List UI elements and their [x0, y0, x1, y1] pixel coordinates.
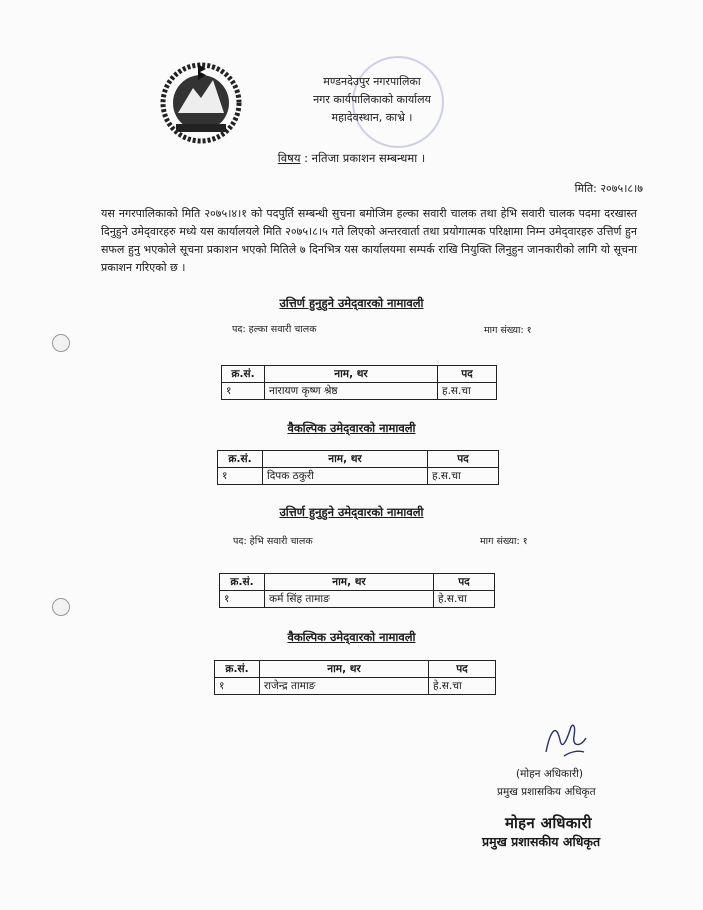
col-header-name: नाम, थर — [265, 574, 434, 591]
cell-serial: १ — [218, 468, 263, 485]
col-header-name: नाम, थर — [263, 451, 428, 468]
table-row — [218, 468, 499, 485]
section-title-passed-light: उत्तिर्ण हुनुहुने उमेद्‌वारको नामावली — [279, 296, 424, 310]
section-title-alternate-light: वैकल्पिक उमेद्‌वारको नामावली — [287, 421, 416, 435]
cell-post: हे.स.चा — [434, 591, 495, 608]
col-header-name: नाम, थर — [265, 366, 438, 383]
subject-text: : नतिजा प्रकाशन सम्बन्धमा । — [300, 151, 426, 165]
col-header-post: पद — [429, 661, 496, 678]
cell-post: ह.स.चा — [428, 468, 499, 485]
section-title-alternate-heavy: वैकल्पिक उमेद्‌वारको नामावली — [287, 630, 416, 644]
stamp-title: प्रमुख प्रशासकीय अधिकृत — [482, 834, 601, 849]
header-line-address: महादेवस्थान, काभ्रे । — [331, 111, 413, 124]
government-emblem-icon — [158, 58, 244, 144]
candidate-table-passed-light — [221, 365, 497, 400]
col-header-serial: क्र.सं. — [215, 661, 260, 678]
cell-serial: १ — [222, 383, 265, 400]
punch-hole — [52, 334, 70, 352]
post-label-heavy: पद: हेभि सवारी चालक — [233, 536, 313, 547]
table-row — [222, 383, 497, 400]
demand-count-light: माग संख्या: १ — [484, 325, 532, 336]
table-row — [220, 591, 495, 608]
table-header-row — [222, 366, 497, 383]
cell-name: राजेन्द्र तामाङ — [260, 678, 429, 695]
col-header-serial: क्र.सं. — [218, 451, 263, 468]
table-header-row — [218, 451, 499, 468]
table-header-row — [215, 661, 496, 678]
notice-body: यस नगरपालिकाको मिति २०७५।४।१ को पदपुर्ति सम्बन्धी सुचना बमोजिम हल्का सवारी चालक तथा हेभि सवारी चालक पदमा दरखास्त दिनुहुने उमेद्‌वारहरु मध्ये यस कार्यालयले मिति २०७५।८।५ गते लिएको अन्तरवार्ता तथा प्रयोगात्मक परिक्षामा निम्न उमेद्‌वारहरु उत्तिर्ण हुन सफल हुनु भएकोले सूचना प्रकाशन भएको मितिले ७ दिनभित्र यस कार्यालयमा सम्पर्क राखि नियुक्ति लिनुहुन जानकारीको लागि यो सूचना प्रकाशन गरिएको छ । — [101, 207, 637, 274]
cell-serial: १ — [215, 678, 260, 695]
candidate-table-alternate-heavy — [214, 660, 496, 695]
col-header-serial: क्र.सं. — [220, 574, 265, 591]
subject-line — [0, 151, 703, 166]
subject-label: विषय — [277, 151, 301, 165]
punch-hole — [52, 598, 70, 616]
stamp-name: मोहन अधिकारी — [505, 814, 592, 832]
table-header-row — [220, 574, 495, 591]
post-label-light: पद: हल्का सवारी चालक — [232, 324, 317, 335]
col-header-post: पद — [438, 366, 497, 383]
cell-serial: १ — [220, 591, 265, 608]
cell-name: दिपक ठकुरी — [263, 468, 428, 485]
col-header-name: नाम, थर — [260, 661, 429, 678]
cell-name: कर्म सिंह तामाङ — [265, 591, 434, 608]
signatory-name: (मोहन अधिकारी) — [516, 768, 583, 780]
section-title-passed-heavy: उत्तिर्ण हुनुहुने उमेद्‌वारको नामावली — [279, 505, 424, 519]
cell-post: हे.स.चा — [429, 678, 496, 695]
header-line-municipality: मण्डनदेउपुर नगरपालिका — [323, 75, 421, 88]
cell-post: ह.स.चा — [438, 383, 497, 400]
signature-scribble — [536, 712, 596, 764]
col-header-serial: क्र.सं. — [222, 366, 265, 383]
col-header-post: पद — [434, 574, 495, 591]
cell-name: नारायण कृष्ण श्रेष्ठ — [265, 383, 438, 400]
table-row — [215, 678, 496, 695]
header-line-office: नगर कार्यपालिकाको कार्यालय — [313, 93, 431, 106]
col-header-post: पद — [428, 451, 499, 468]
signatory-title: प्रमुख प्रशासकिय अधिकृत — [497, 786, 596, 798]
candidate-table-passed-heavy — [219, 573, 495, 608]
notice-date: मिति: २०७५।८।७ — [574, 182, 643, 195]
demand-count-heavy: माग संख्या: १ — [480, 536, 528, 547]
candidate-table-alternate-light — [217, 450, 499, 485]
